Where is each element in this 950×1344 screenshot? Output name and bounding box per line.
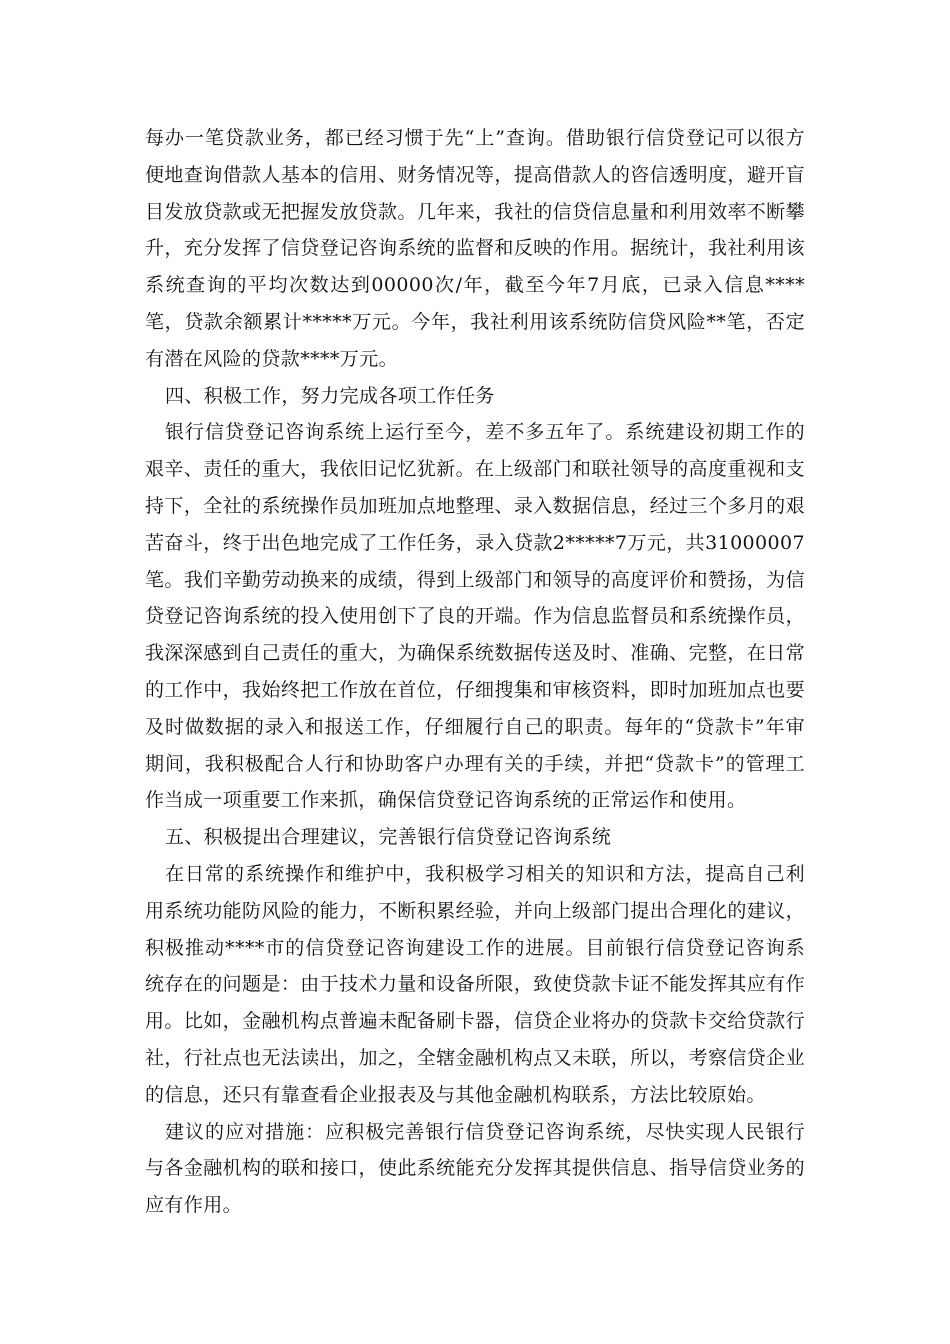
paragraph-system-problems: 在日常的系统操作和维护中，我积极学习相关的知识和方法，提高自己利用系统功能防风险的能力，不断积累经验，并向上级部门提出合理化的建议，积极推动****市的信贷登记咨询建设工作的进展。目前银行信贷登记咨询系统存在的问题是：由于技术力量和设备所限，致使贷款卡证不能发挥其应有作用。比如，金融机构点普遍未配备刷卡器，信贷企业将办的贷款卡交给贷款行社，行社点也无法读出，加之，全辖金融机构点又未联，所以，考察信贷企业的信息，还只有靠查看企业报表及与其他金融机构联系，方法比较原始。: [145, 862, 805, 1106]
document-page: [145, 120, 805, 1224]
paragraph-suggestions: 建议的应对措施：应积极完善银行信贷登记咨询系统，尽快实现人民银行与各金融机构的联和接口，使此系统能充分发挥其提供信息、指导信贷业务的应有作用。: [145, 1120, 805, 1217]
section-heading-four: 四、积极工作，努力完成各项工作任务: [165, 384, 495, 407]
section-heading-five: 五、积极提出合理建议，完善银行信贷登记咨询系统: [165, 826, 612, 849]
paragraph-system-operation: 银行信贷登记咨询系统上运行至今，差不多五年了。系统建设初期工作的艰辛、责任的重大，我依旧记忆犹新。在上级部门和联社领导的高度重视和支持下，全社的系统操作员加班加点地整理、录入数据信息，经过三个多月的艰苦奋斗，终于出色地完成了工作任务，录入贷款2*****7万元，共31000007笔。我们辛勤劳动换来的成绩，得到上级部门和领导的高度评价和赞扬，为信贷登记咨询系统的投入使用创下了良的开端。作为信息监督员和系统操作员，我深深感到自己责任的重大，为确保系统数据传送及时、准确、完整，在日常的工作中，我始终把工作放在首位，仔细搜集和审核资料，即时加班加点也要及时做数据的录入和报送工作，仔细履行自己的职责。每年的“贷款卡”年审期间，我积极配合人行和协助客户办理有关的手续，并把“贷款卡”的管理工作当成一项重要工作来抓，确保信贷登记咨询系统的正常运作和使用。: [145, 421, 805, 812]
paragraph-credit-query-stats: 每办一笔贷款业务，都已经习惯于先“上”查询。借助银行信贷登记可以很方便地查询借款人基本的信用、财务情况等，提高借款人的咨信透明度，避开盲目发放贷款或无把握发放贷款。几年来，我社的信贷信息量和利用效率不断攀升，充分发挥了信贷登记咨询系统的监督和反映的作用。据统计，我社利用该系统查询的平均次数达到00000次/年，截至今年7月底，已录入信息****笔，贷款余额累计*****万元。今年，我社利用该系统防信贷风险**笔，否定有潜在风险的贷款****万元。: [145, 127, 805, 370]
